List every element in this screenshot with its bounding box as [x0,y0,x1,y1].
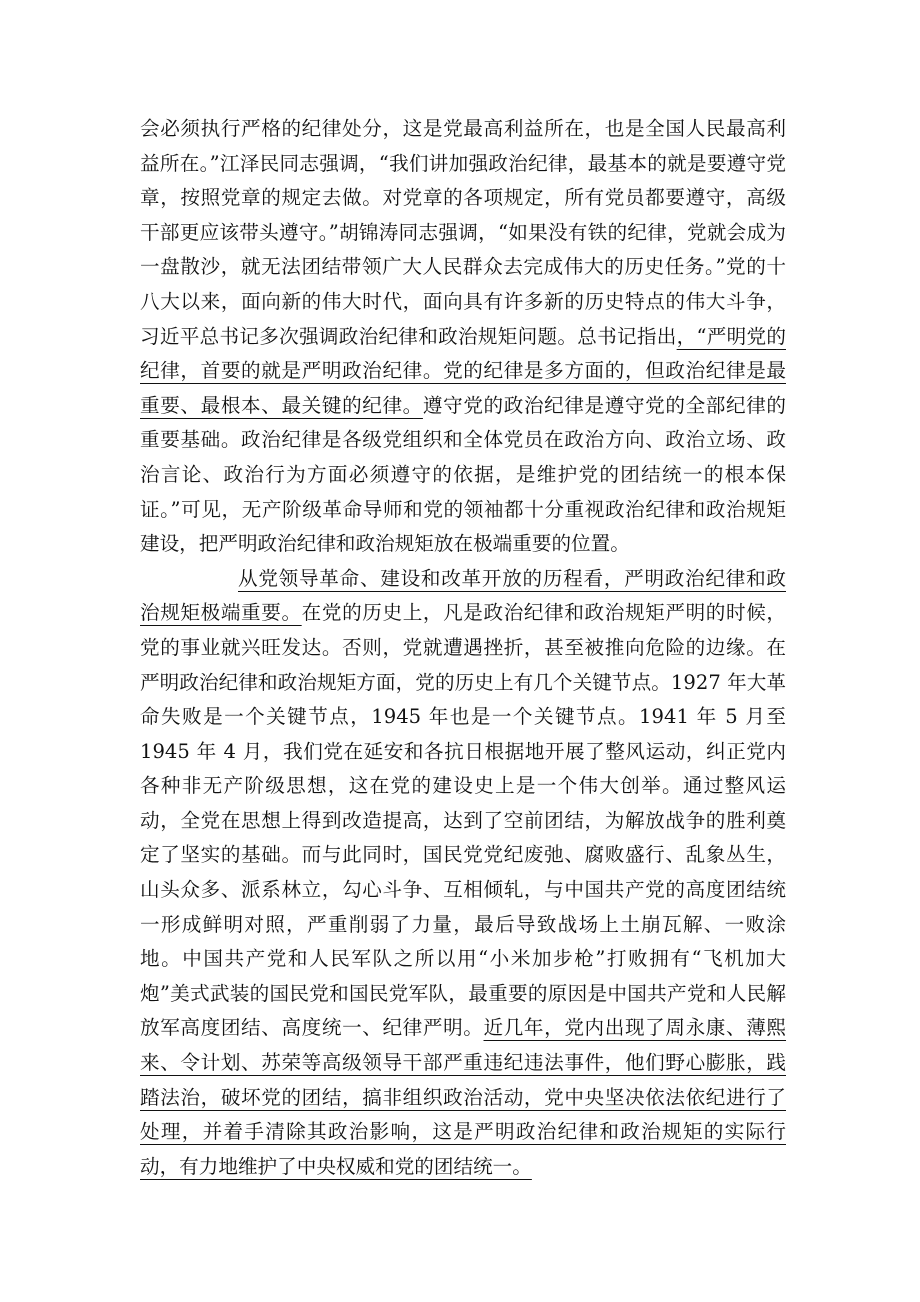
paragraph-1-text: 会必须执行严格的纪律处分，这是党最高利益所在，也是全国人民最高利益所在。”江泽民同志强调，“我们讲加强政治纪律，最基本的就是要遵守党章，按照党章的规定去做。对党章的各项规定，所有党员都要遵守，高级干部更应该带头遵守。”胡锦涛同志强调，“如果没有铁的纪律，党就会成为一盘散沙，就无法团结带领广大人民群众去完成伟大的历史任务。”党的十八大以来，面向新的伟大时代，面向具有许多新的历史特点的伟大斗争，习近平总书记多次强调政治纪律和政治规矩问题。总书记指出 [140,117,786,348]
paragraph-1-text-continued: 遵守党的政治纪律是遵守党的全部纪律的重要基础。政治纪律是各级党组织和全体党员在政治方向、政治立场、政治言论、政治行为方面必须遵守的依据，是维护党的团结统一的根本保证。”可见，无产阶级革命导师和党的领袖都十分重视政治纪律和政治规矩建设，把严明政治纪律和政治规矩放在极端重要的位置。 [140,393,787,556]
paragraph-2 [140,562,786,1185]
document-page [140,112,786,1184]
paragraph-2-text: 在党的历史上，凡是政治纪律和政治规矩严明的时候，党的事业就兴旺发达。否则，党就遭遇挫折，甚至被推向危险的边缘。在严明政治纪律和政治规矩方面，党的历史上有几个关键节点。1927 年大革命失败是一个关键节点，1945 年也是一个关键节点。1941 年 5 月至 1945 年 4 月，我们党在延安和各抗日根据地开展了整风运动，纠正党内各种非无产阶级思想，这在党的建设史上是一个伟大创举。通过整风运动，全党在思想上得到改造提高，达到了空前团结，为解放战争的胜利奠定了坚实的基础。而与此同时，国民党党纪废弛、腐败盛行、乱象丛生，山头众多、派系林立，勾心斗争、互相倾轧，与中国共产党的高度团结统一形成鲜明对照，严重削弱了力量，最后导致战场上土崩瓦解、一败涂地。中国共产党和人民军队之所以用“小米加步枪”打败拥有“飞机加大炮”美式武装的国民党和国民党军队，最重要的原因是中国共产党和人民解放军高度团结、高度统一、纪律严明。 [140,601,787,1040]
paragraph-1 [140,112,786,562]
underlined-topic-sentence: 从党领导革命、建设和改革开放的历程看，严明政治纪律和政治规矩极端重要。 [140,566,786,625]
underlined-conclusion: 近几年，党内出现了周永康、薄熙来、令计划、苏荣等高级领导干部严重违纪违法事件，他们野心膨胀，践踏法治，破坏党的团结，搞非组织政治活动，党中央坚决依法依纪进行了处理，并着手清除其政治影响，这是严明政治纪律和政治规矩的实际行动，有力地维护了中央权威和党的团结统一。 [140,1016,787,1178]
underlined-quote: ，“严明党的纪律，首要的就是严明政治纪律。党的纪律是多方面的，但政治纪律是最重要、最根本、最关键的纪律。 [140,324,786,417]
